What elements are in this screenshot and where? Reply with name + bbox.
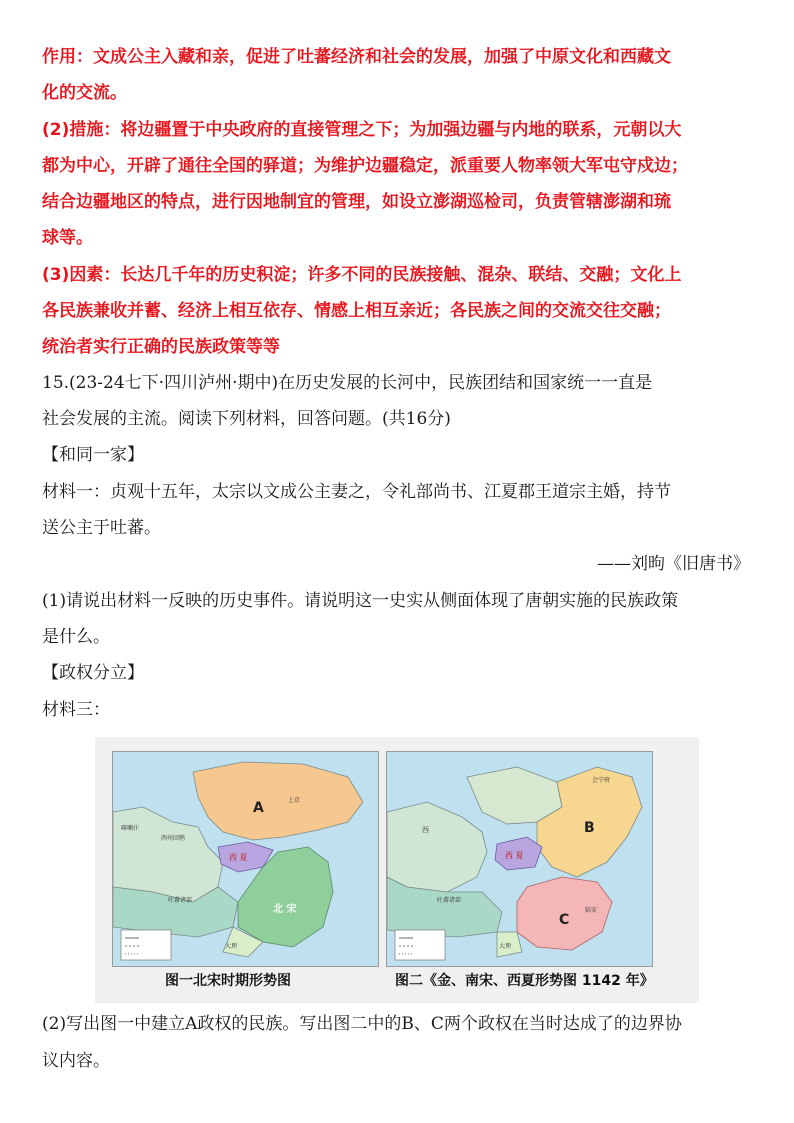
answer-line-9: 统治者实行正确的民族政策等等 <box>42 337 280 357</box>
map2-label-linan: 临安 <box>585 907 598 914</box>
map1-label-dali: 大理 <box>225 943 238 950</box>
map1-label-tubo: 吐蕃诸部 <box>168 897 193 904</box>
map2-label-b: B <box>584 820 595 836</box>
answer-line-5: 结合边疆地区的特点，进行因地制宜的管理，如设立澎湖巡检司，负责管辖澎湖和琉 <box>42 192 671 212</box>
region-west <box>387 802 487 892</box>
question-2-line-1: (2)写出图一中建立A政权的民族。写出图二中的B、C两个政权在当时达成了的边界协 <box>42 1014 682 1034</box>
answer-line-8: 各民族兼收并蓄、经济上相互依存、情感上相互亲近；各民族之间的交流交往交融； <box>42 301 671 321</box>
map-beisong-drawing <box>113 752 378 966</box>
map1-label-shangjing: 上京 <box>288 797 301 804</box>
map2-label-huiningfu: 会宁府 <box>592 777 611 784</box>
map2-label-tubo: 吐蕃诸部 <box>437 897 462 904</box>
answer-line-4: 都为中心，开辟了通往全国的驿道；为维护边疆稳定，派重要人物率领大军屯守戍边； <box>42 156 688 176</box>
map1-caption: 图一北宋时期形势图 <box>165 973 291 989</box>
map2-label-dali: 大理 <box>499 943 512 950</box>
material-3-label: 材料三： <box>42 700 110 720</box>
section-heading-hetong: 【和同一家】 <box>42 445 144 465</box>
answer-line-1: 作用：文成公主入藏和亲，促进了吐蕃经济和社会的发展，加强了中原文化和西藏文 <box>42 47 671 67</box>
map1-label-a: A <box>253 800 264 816</box>
material-1-line-1: 材料一：贞观十五年，太宗以文成公主妻之，令礼部尚书、江夏郡王道宗主婚，持节 <box>42 482 671 502</box>
map-jin-nansong-drawing <box>387 752 652 966</box>
map-jin-nansong <box>386 751 653 967</box>
map2-legend <box>395 930 445 960</box>
map2-label-xixia: 西 夏 <box>505 851 524 860</box>
answer-line-2: 化的交流。 <box>42 83 127 103</box>
answer-line-7: (3)因素：长达几千年的历史积淀；许多不同的民族接触、混杂、联结、交融；文化上 <box>42 265 682 285</box>
map2-caption: 图二《金、南宋、西夏形势图 1142 年》 <box>395 973 654 989</box>
material-1-line-2: 送公主于吐蕃。 <box>42 518 161 538</box>
map-beisong <box>112 751 379 967</box>
question-1-line-2: 是什么。 <box>42 627 110 647</box>
question-intro-line-2: 社会发展的主流。阅读下列材料，回答问题。(共16分) <box>42 409 451 429</box>
region-a <box>193 762 363 840</box>
answer-line-6: 球等。 <box>42 228 93 248</box>
map-figure <box>95 737 699 1003</box>
map1-label-xizhou: 西州回鹘 <box>161 835 186 842</box>
map1-label-xixia: 西 夏 <box>229 853 248 862</box>
question-1-line-1: (1)请说出材料一反映的历史事件。请说明这一史实从侧面体现了唐朝实施的民族政策 <box>42 591 679 611</box>
material-1-source: ——刘昫《旧唐书》 <box>597 554 750 574</box>
question-intro-line-1: 15.(23-24七下·四川泸州·期中)在历史发展的长河中，民族团结和国家统一一直是 <box>42 373 653 393</box>
section-heading-zhengquan: 【政权分立】 <box>42 663 144 683</box>
map2-label-c: C <box>559 912 570 928</box>
map1-label-beisong: 北 宋 <box>273 904 297 915</box>
question-2-line-2: 议内容。 <box>42 1051 110 1071</box>
map2-label-xi: 西 <box>422 826 429 834</box>
answer-line-3: (2)措施：将边疆置于中央政府的直接管理之下；为加强边疆与内地的联系，元朝以大 <box>42 120 682 140</box>
region-west <box>113 807 223 902</box>
map1-label-kalahan: 喀喇汗 <box>121 825 140 832</box>
map1-legend <box>121 930 171 960</box>
